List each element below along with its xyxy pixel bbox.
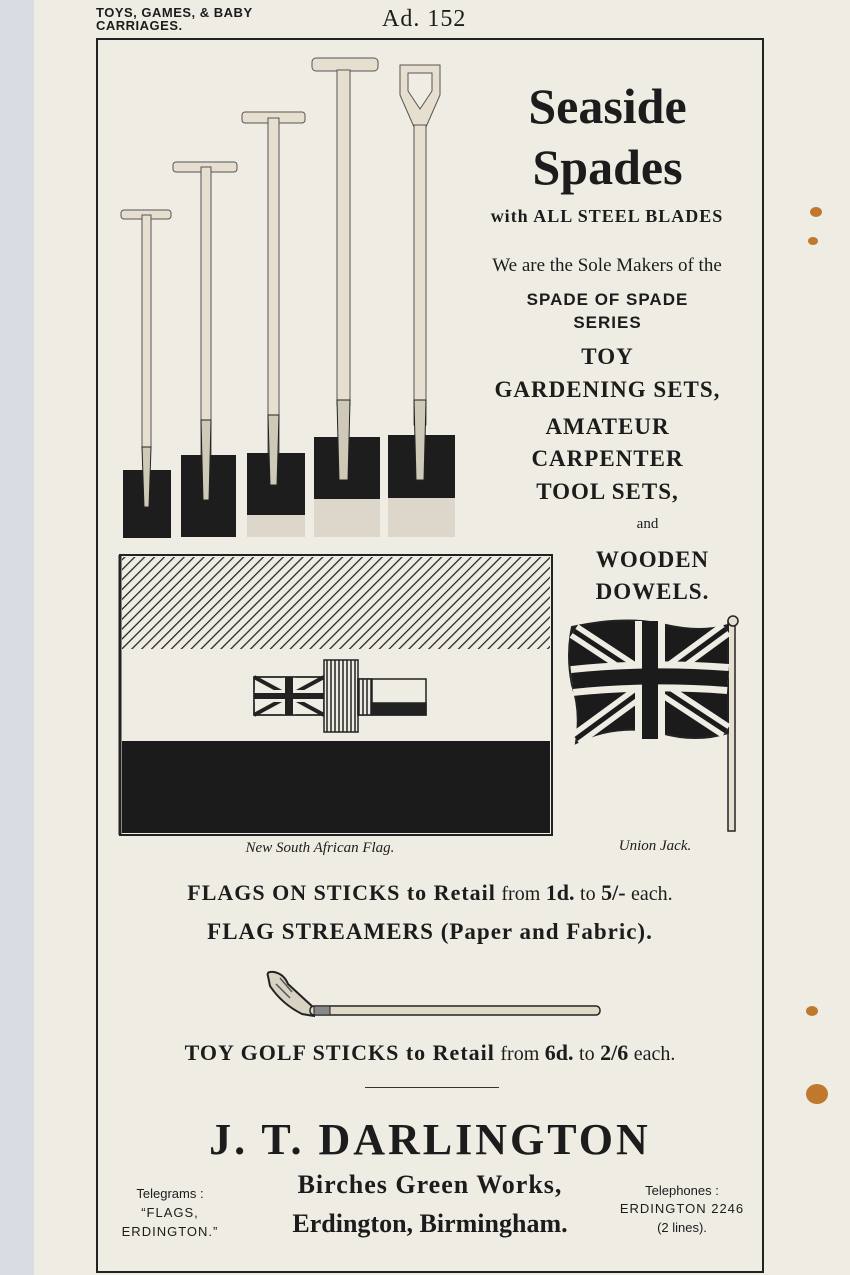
product-and: and — [636, 516, 659, 532]
rust-spot — [810, 207, 822, 217]
telegrams-line-2: ERDINGTON.” — [121, 1224, 219, 1239]
product-gardening: GARDENING SETS, — [494, 377, 721, 402]
title-line-2: Spades — [532, 139, 683, 195]
ad-number: Ad. 152 — [382, 6, 467, 32]
product-dowels: DOWELS. — [595, 579, 710, 604]
company-address-2: Erdington, Birmingham. — [292, 1209, 568, 1238]
product-toy: TOY — [581, 344, 634, 369]
golf-price-1: 6d. — [544, 1040, 574, 1065]
rust-spot — [808, 237, 818, 245]
toy-golf-sticks-line — [100, 1040, 760, 1066]
union-jack-caption: Union Jack. — [618, 838, 692, 854]
flags-each: each. — [631, 883, 673, 905]
flags-price-1: 1d. — [545, 880, 575, 905]
flags-price-2: 5/- — [601, 880, 626, 905]
golf-from: from — [500, 1043, 540, 1065]
section-header: TOYS, GAMES, & BABY CARRIAGES. — [96, 5, 253, 33]
title-line-1: Seaside — [528, 78, 687, 134]
divider-rule — [365, 1087, 499, 1088]
golf-each: each. — [633, 1043, 676, 1065]
company-address-1: Birches Green Works, — [297, 1170, 563, 1199]
spades-illustration — [115, 55, 465, 545]
rust-spot — [806, 1084, 828, 1104]
telephones-lines: (2 lines). — [657, 1220, 707, 1235]
golf-price-2: 2/6 — [600, 1040, 629, 1065]
telephones-number: ERDINGTON 2246 — [619, 1201, 745, 1216]
company-name: J. T. DARLINGTON — [209, 1115, 651, 1164]
telephones-label: Telephones : — [645, 1183, 719, 1198]
flags-lead: FLAGS ON STICKS to Retail — [187, 880, 496, 905]
product-wooden: WOODEN — [595, 547, 710, 572]
rust-spot — [806, 1006, 818, 1016]
subtitle: with ALL STEEL BLADES — [490, 206, 724, 226]
flags-from: from — [501, 883, 541, 905]
flag-streamers-line: FLAG STREAMERS (Paper and Fabric). — [207, 919, 653, 944]
golf-to: to — [579, 1043, 595, 1065]
product-amateur: AMATEUR — [545, 414, 670, 439]
product-tool-sets: TOOL SETS, — [536, 479, 679, 504]
flags-to: to — [580, 883, 596, 905]
telegrams-line-1: “FLAGS, — [141, 1205, 199, 1220]
sa-flag-caption: New South African Flag. — [245, 840, 395, 856]
south-african-flag-illustration — [118, 553, 554, 837]
golf-stick-illustration — [262, 968, 607, 1022]
union-jack-illustration — [566, 615, 746, 835]
flags-on-sticks-line — [100, 880, 760, 906]
series-line-1: SPADE OF SPADE — [526, 290, 689, 309]
product-carpenter: CARPENTER — [531, 446, 684, 471]
series-line-2: SERIES — [573, 313, 642, 332]
telegrams-label: Telegrams : — [136, 1186, 204, 1201]
golf-lead: TOY GOLF STICKS to Retail — [184, 1040, 495, 1065]
makers-intro: We are the Sole Makers of the — [492, 255, 722, 276]
